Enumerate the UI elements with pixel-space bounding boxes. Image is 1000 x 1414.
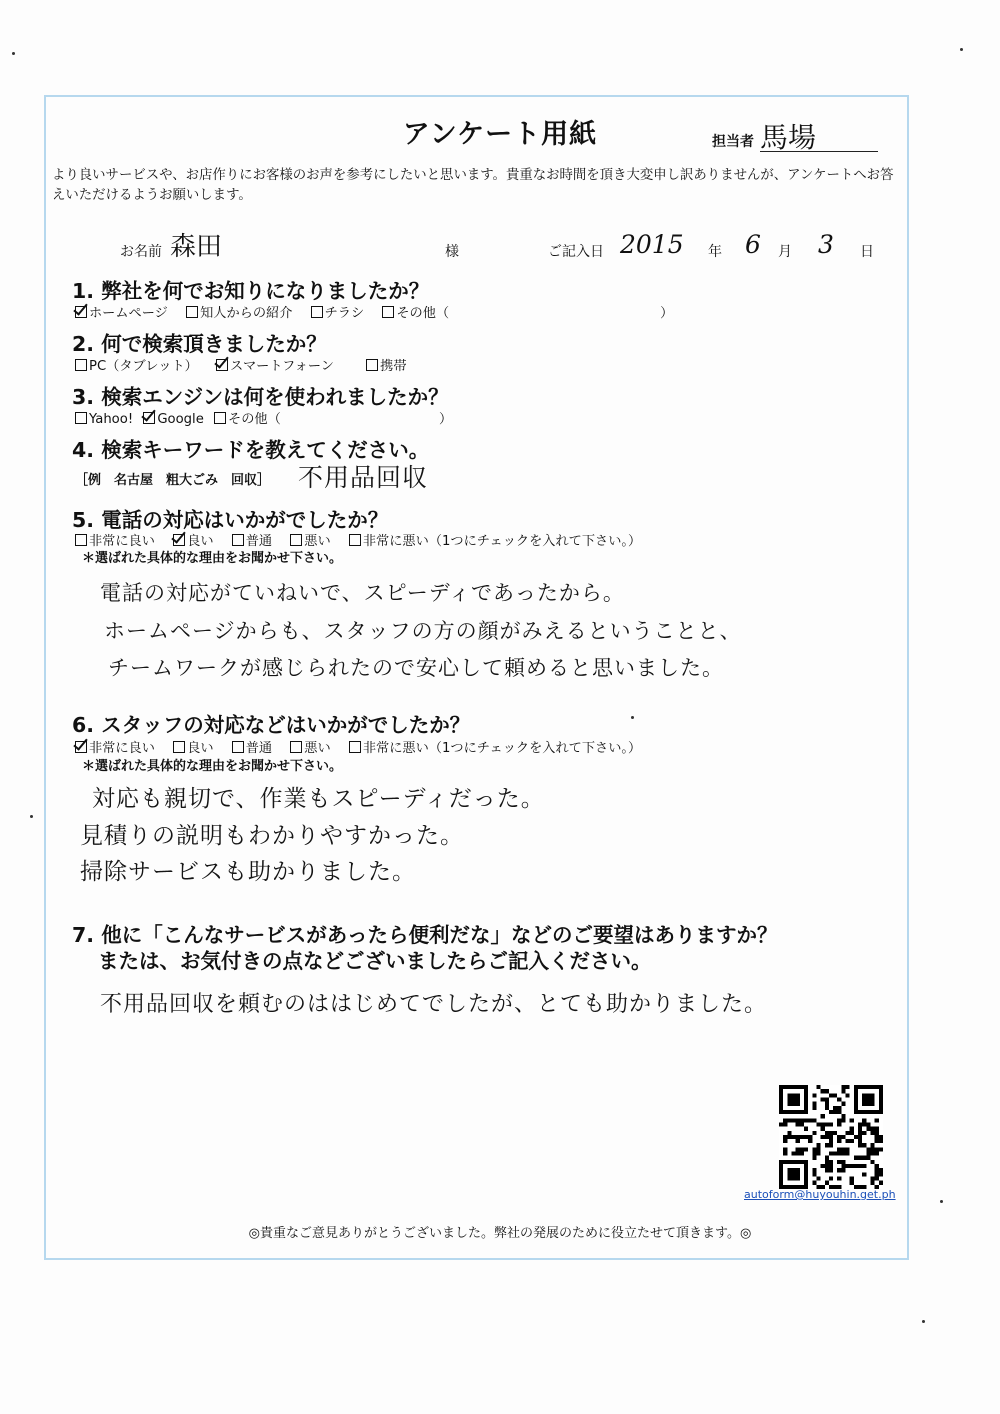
q3-option[interactable]: Google	[143, 412, 204, 427]
q3-options	[75, 408, 466, 427]
checkbox-icon[interactable]	[75, 534, 87, 546]
checkbox-icon[interactable]	[75, 306, 87, 318]
staff-underline	[760, 151, 878, 152]
q6-answer-line[interactable]: 掃除サービスも助かりました。	[80, 859, 416, 885]
scan-speck	[940, 1200, 943, 1203]
checkbox-icon[interactable]	[173, 741, 185, 753]
q2-options	[75, 355, 421, 374]
checkbox-icon[interactable]	[232, 534, 244, 546]
scan-speck	[960, 48, 963, 51]
date-month-field[interactable]: 6	[745, 230, 761, 259]
checkbox-icon[interactable]	[349, 741, 361, 753]
name-label: お名前	[120, 244, 162, 260]
honorific: 様	[445, 244, 459, 260]
q6-options	[75, 737, 655, 756]
page-title: アンケート用紙	[402, 119, 598, 150]
q5-option[interactable]: 良い	[173, 530, 213, 549]
q2-option[interactable]: スマートフォーン	[216, 355, 334, 374]
checkbox-icon[interactable]	[349, 534, 361, 546]
q4-example: ［例 名古屋 粗大ごみ 回収］	[75, 473, 271, 488]
checkbox-icon[interactable]	[173, 534, 185, 546]
q5-option[interactable]: 普通	[232, 530, 272, 549]
scan-speck	[922, 1320, 925, 1323]
q3-question: 3. 検索エンジンは何を使われましたか？	[72, 385, 449, 409]
q7-question-line1: 7. 他に「こんなサービスがあったら便利だな」などのご要望はありますか？	[72, 923, 778, 947]
q6-option[interactable]: 悪い	[290, 737, 330, 756]
scan-speck	[12, 52, 15, 55]
year-unit: 年	[708, 244, 722, 260]
q6-question: 6. スタッフの対応などはいかがでしたか？	[72, 713, 471, 737]
checkbox-icon[interactable]	[186, 306, 198, 318]
checkbox-icon[interactable]	[214, 412, 226, 424]
q7-answer[interactable]: 不用品回収を頼むのははじめてでしたが、とても助かりました。	[100, 992, 768, 1017]
q1-option[interactable]: その他（ ）	[382, 302, 673, 321]
staff-name: 馬場	[760, 121, 817, 154]
checkbox-icon[interactable]	[366, 359, 378, 371]
name-field[interactable]: 森田	[170, 232, 223, 262]
checkbox-icon[interactable]	[232, 741, 244, 753]
q6-note: ＊選ばれた具体的な理由をお聞かせ下さい。	[82, 759, 343, 774]
checkbox-icon[interactable]	[311, 306, 323, 318]
date-year-field[interactable]: 2015	[620, 230, 684, 259]
q6-option[interactable]: 普通	[232, 737, 272, 756]
q5-note: ＊選ばれた具体的な理由をお聞かせ下さい。	[82, 551, 343, 566]
q5-option[interactable]: 非常に悪い（1つにチェックを入れて下さい。）	[349, 530, 641, 549]
q6-option[interactable]: 良い	[173, 737, 213, 756]
q5-question: 5. 電話の対応はいかがでしたか？	[72, 508, 389, 532]
checkbox-icon[interactable]	[290, 534, 302, 546]
qr-code-icon	[779, 1085, 883, 1189]
q2-option[interactable]: 携帯	[366, 355, 406, 374]
q1-option[interactable]: チラシ	[311, 302, 365, 321]
q5-answer-line[interactable]: ホームページからも、スタッフの方の顔がみえるということと、	[104, 619, 742, 643]
q3-option[interactable]: Yahoo!	[75, 412, 133, 427]
scan-speck	[30, 815, 33, 818]
q1-question: 1. 弊社を何でお知りになりましたか？	[72, 279, 430, 303]
q6-option[interactable]: 非常に悪い（1つにチェックを入れて下さい。）	[349, 737, 641, 756]
q5-option[interactable]: 非常に良い	[75, 530, 155, 549]
q7-question-line2: または、お気付きの点などございましたらご記入ください。	[98, 949, 652, 973]
checkbox-icon[interactable]	[75, 412, 87, 424]
month-unit: 月	[778, 244, 792, 260]
footer-note: ◎貴重なご意見ありがとうございました。弊社の発展のために役立たせて頂きます。◎	[248, 1226, 752, 1241]
q1-option[interactable]: ホームページ	[75, 302, 168, 321]
q5-option[interactable]: 悪い	[290, 530, 330, 549]
q6-option[interactable]: 非常に良い	[75, 737, 155, 756]
q3-option[interactable]: その他（ ）	[214, 408, 452, 427]
staff-label: 担当者	[712, 134, 754, 150]
checkbox-icon[interactable]	[75, 359, 87, 371]
q5-answer-line[interactable]: 電話の対応がていねいで、スピーディであったから。	[100, 581, 625, 605]
checkbox-icon[interactable]	[290, 741, 302, 753]
date-day-field[interactable]: 3	[818, 230, 834, 259]
q1-options	[75, 302, 687, 321]
q4-question: 4. 検索キーワードを教えてください。	[72, 438, 430, 462]
q2-option[interactable]: PC（タブレット）	[75, 355, 198, 374]
q6-answer-line[interactable]: 見積りの説明もわかりやすかった。	[80, 823, 464, 849]
q2-question: 2. 何で検索頂きましたか？	[72, 332, 327, 356]
q1-option[interactable]: 知人からの紹介	[186, 302, 292, 321]
checkbox-icon[interactable]	[143, 412, 155, 424]
intro-text: より良いサービスや、お店作りにお客様のお声を参考にしたいと思います。貴重なお時間を頂き大変申し訳ありませんが、アンケートへお答えいただけるようお願いします。	[52, 168, 894, 203]
checkbox-icon[interactable]	[216, 359, 228, 371]
checkbox-icon[interactable]	[382, 306, 394, 318]
q6-answer-line[interactable]: 対応も親切で、作業もスピーディだった。	[92, 786, 545, 812]
q4-answer[interactable]: 不用品回収	[298, 463, 429, 492]
date-label: ご記入日	[548, 244, 604, 260]
q5-answer-line[interactable]: チームワークが感じられたので安心して頼めると思いました。	[108, 656, 724, 680]
contact-email-link[interactable]: autoform@huyouhin.get.ph	[744, 1188, 896, 1201]
day-unit: 日	[860, 244, 874, 260]
checkbox-icon[interactable]	[75, 741, 87, 753]
